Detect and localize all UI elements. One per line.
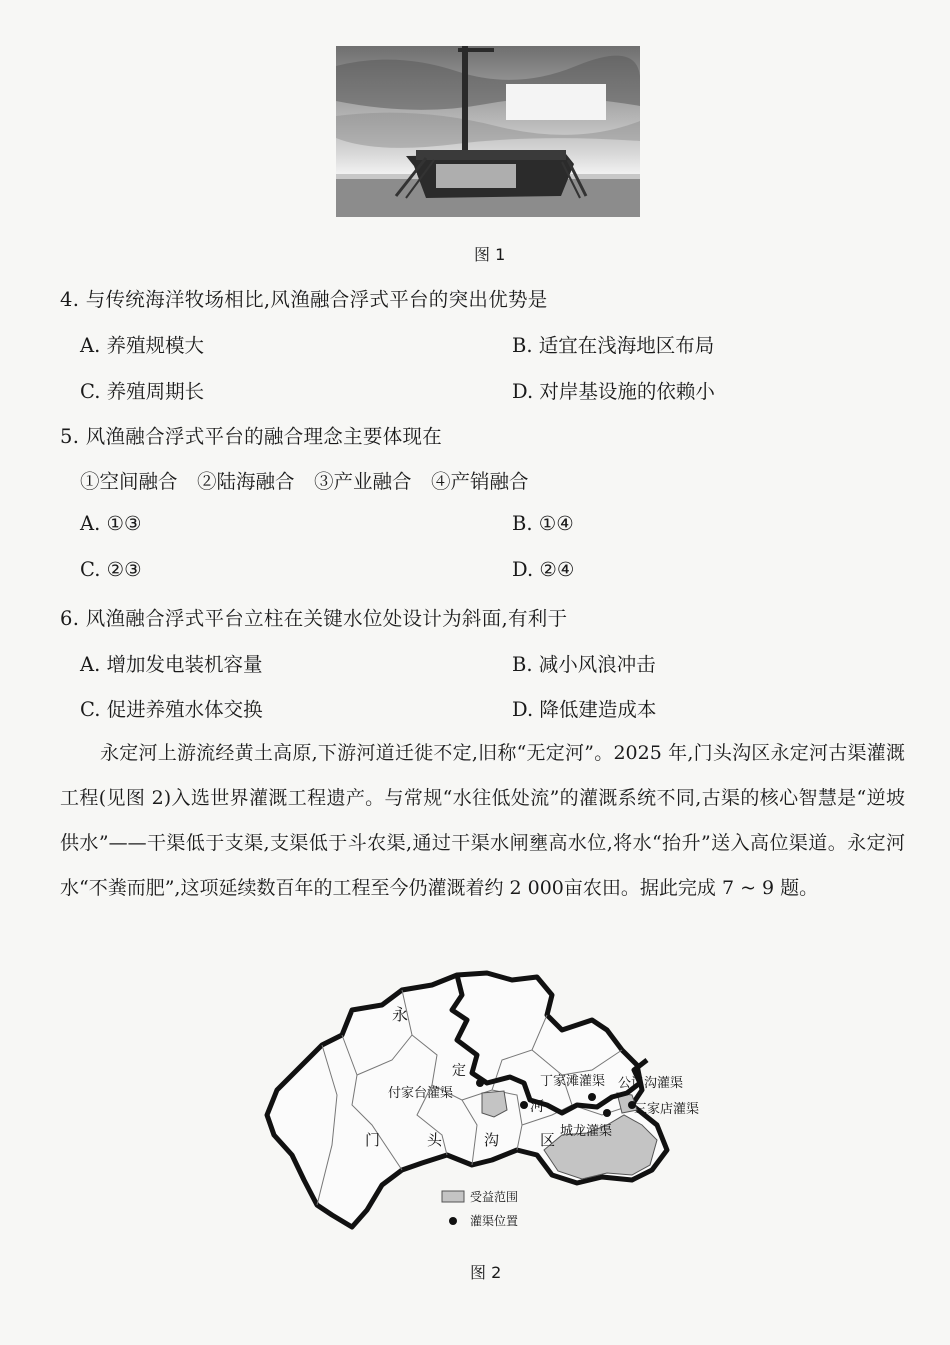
map-label-gongyigou: 公议沟灌渠 [618, 1076, 684, 1091]
question-5-option-a: A. ①③ [80, 512, 142, 535]
question-4-stem: 4. 与传统海洋牧场相比,风渔融合浮式平台的突出优势是 [60, 288, 548, 311]
legend-benefit-label: 受益范围 [470, 1190, 519, 1204]
canal-marker-gongyigou [588, 1093, 596, 1101]
legend-benefit-swatch [442, 1191, 464, 1202]
legend-canal-label: 灌渠位置 [470, 1214, 519, 1228]
question-5-stem: 5. 风渔融合浮式平台的融合理念主要体现在 [60, 425, 443, 448]
map-label-ding: 定 [452, 1063, 466, 1079]
legend-canal-marker [449, 1217, 457, 1225]
question-4-option-b: B. 适宜在浅海地区布局 [512, 334, 715, 357]
map-label-he: 河 [530, 1099, 544, 1115]
map-label-chenglong: 城龙灌渠 [560, 1124, 613, 1139]
figure-1-photo [336, 46, 640, 217]
canal-marker-chenglong [603, 1109, 611, 1117]
passage-text: 永定河上游流经黄土高原,下游河道迁徙不定,旧称“无定河”。2025 年,门头沟区永定河古渠灌溉工程(见图 2)入选世界灌溉工程遗产。与常规“水往低处流”的灌溉系统不同,古渠的核心智慧是“逆坡供水”——干渠低于支渠,支渠低于斗农渠,通过干渠水闸壅高水位,将水“抬升”送入高位渠道。永定河水“不粪而肥”,这项延续数百年的工程至今仍灌溉着约 2 000亩农田。据此完成 7 ~ 9 题。 [60, 742, 905, 899]
question-4-option-d: D. 对岸基设施的依赖小 [512, 380, 715, 403]
question-5-option-c: C. ②③ [80, 558, 142, 581]
question-5-items: ①空间融合 ②陆海融合 ③产业融合 ④产销融合 [80, 470, 529, 493]
map-label-yong: 永 [392, 1005, 409, 1024]
canal-marker-fujiatai [476, 1079, 484, 1087]
question-6-stem: 6. 风渔融合浮式平台立柱在关键水位处设计为斜面,有利于 [60, 607, 568, 630]
map-label-fujiatai: 付家台灌渠 [388, 1086, 454, 1101]
question-6-option-a: A. 增加发电装机容量 [80, 653, 263, 676]
map-label-tou: 头 [427, 1131, 443, 1149]
map-label-qu: 区 [540, 1131, 556, 1149]
passage [60, 731, 905, 911]
map-legend [442, 1190, 518, 1228]
figure-2-caption: 图 2 [470, 1263, 502, 1282]
question-6-option-c: C. 促进养殖水体交换 [80, 698, 263, 721]
question-6-option-d: D. 降低建造成本 [512, 698, 657, 721]
canal-marker-dingjiatan [520, 1101, 528, 1109]
question-5-option-d: D. ②④ [512, 558, 575, 581]
map-label-gou: 沟 [484, 1131, 500, 1149]
map-label-men: 门 [365, 1131, 381, 1149]
map-label-sanjiadian: 三家店灌渠 [634, 1102, 700, 1117]
question-4-option-c: C. 养殖周期长 [80, 380, 205, 403]
question-5-option-b: B. ①④ [512, 512, 574, 535]
map-label-dingjiatan: 丁家滩灌渠 [540, 1074, 606, 1089]
question-4-option-a: A. 养殖规模大 [80, 334, 204, 357]
figure-2-map [262, 965, 722, 1230]
figure-1-caption: 图 1 [474, 245, 506, 264]
question-6-option-b: B. 减小风浪冲击 [512, 653, 656, 676]
